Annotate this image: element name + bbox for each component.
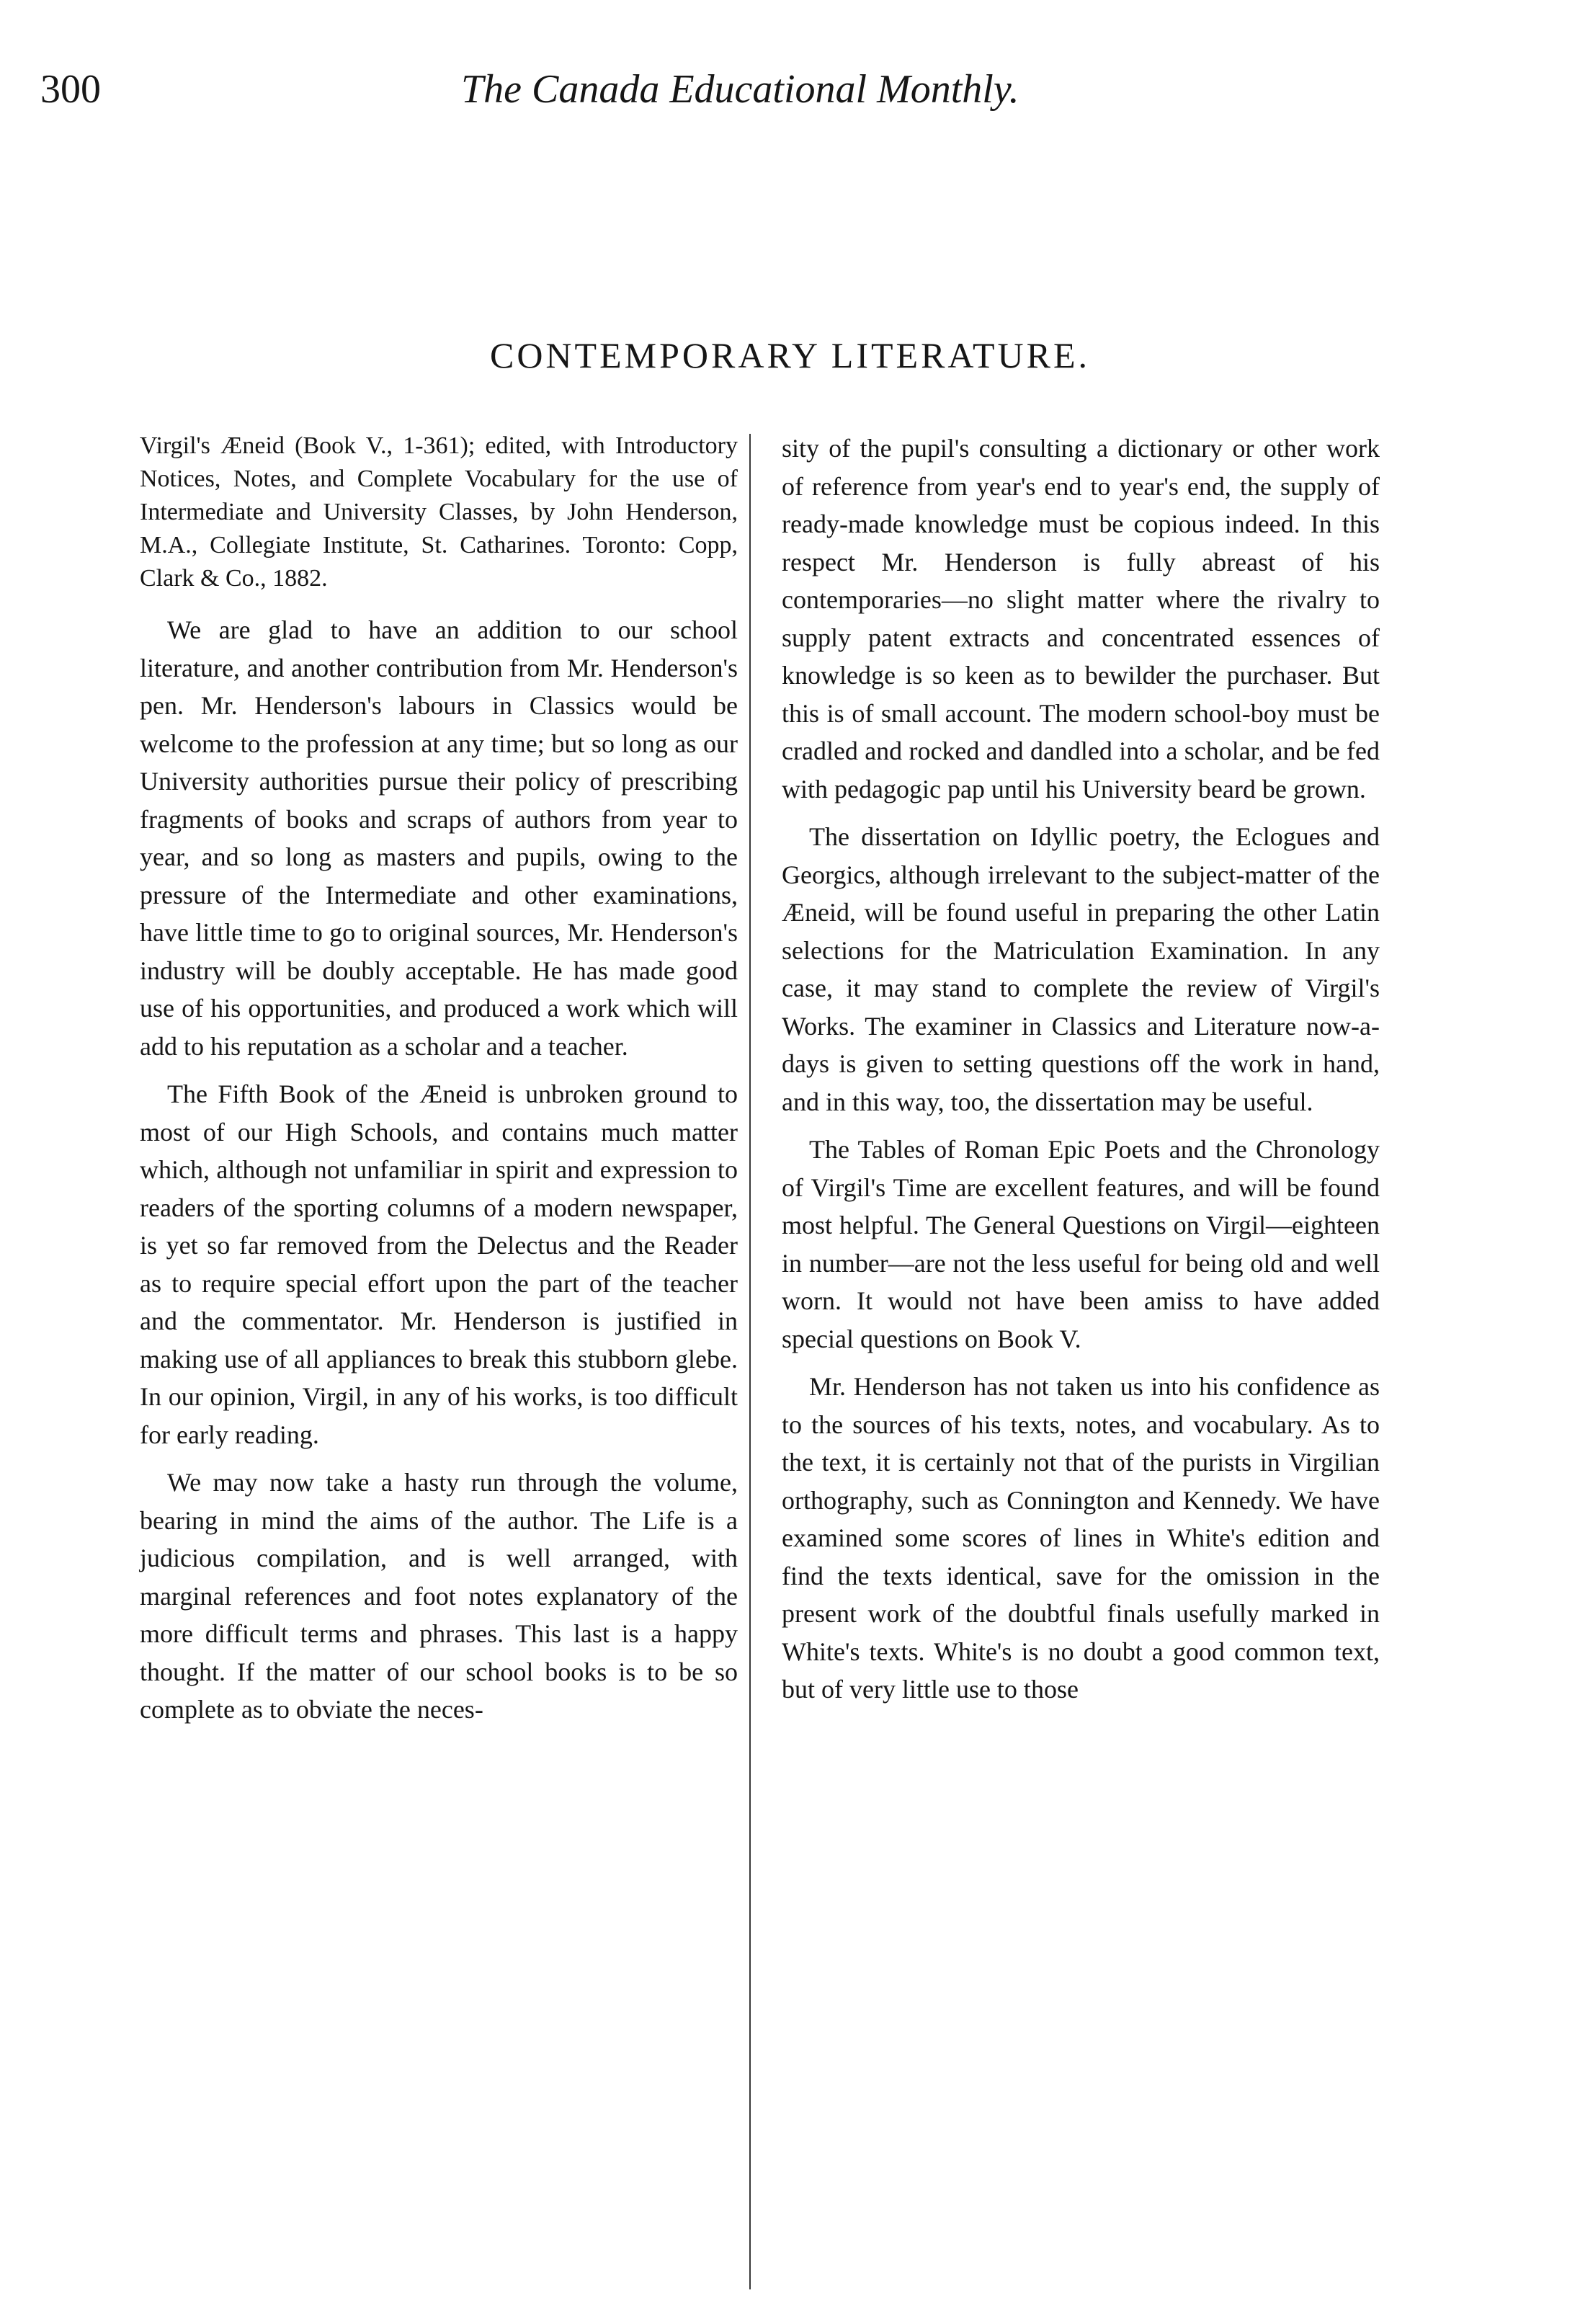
review-paragraph: We are glad to have an addition to our school literature, and another contribution from Mr. Henderson's pen. Mr. Henderson's labours in Classics would be welcome to the profession at any time; but so long as our University authorities pursue their policy of prescribing fragments of books and scraps of authors from year to year, and so long as masters and pupils, owing to the pressure of the Intermediate and other examinations, have little time to go to original sources, Mr. Henderson's industry will be doubly acceptable. He has made good use of his opportunities, and produced a work which will add to his reputation as a scholar and a teacher. (140, 615, 738, 1061)
left-column (140, 429, 738, 1739)
review-paragraph: The Fifth Book of the Æneid is unbroken ground to most of our High Schools, and contains much matter which, although not unfamiliar in spirit and expression to readers of the sporting columns of a modern newspaper, is yet so far removed from the Delectus and the Reader as to require special effort upon the part of the teacher and the commentator. Mr. Henderson is justified in making use of all appliances to break this stubborn glebe. In our opinion, Virgil, in any of his works, is too difficult for early reading. (140, 1079, 738, 1449)
review-paragraph: Mr. Henderson has not taken us into his confidence as to the sources of his texts, notes, and vocabulary. As to the text, it is certainly not that of the purists in Virgilian orthography, such as Connington and Kennedy. We have examined some scores of lines in White's edition and find the texts identical, save for the omission in the present work of the doubtful finals usefully marked in White's texts. White's is no doubt a good common text, but of very little use to those (782, 1372, 1380, 1704)
review-paragraph-continued: sity of the pupil's consulting a dictionary or other work of reference from year's end to year's end, the supply of ready-made knowledge must be copious indeed. In this respect Mr. Henderson is fully abreast of his contemporaries—no slight matter where the rivalry to supply patent extracts and concentrated essences of knowledge is so keen as to bewilder the purchaser. But this is of small account. The modern school-boy must be cradled and rocked and dandled into a scholar, and be fed with pedagogic pap until his University beard be grown. (782, 434, 1380, 803)
running-title: The Canada Educational Monthly. (461, 67, 1019, 112)
review-paragraph: We may now take a hasty run through the volume, bearing in mind the aims of the author. The Life is a judicious compilation, and is well arranged, with marginal references and foot notes explanatory of the more difficult terms and phrases. This last is a happy thought. If the matter of our school books is to be so complete as to obviate the neces- (140, 1468, 738, 1724)
column-rule (749, 434, 751, 2289)
review-paragraph: The Tables of Roman Epic Poets and the Chronology of Virgil's Time are excellent features, and will be found most helpful. The General Questions on Virgil—eighteen in number—are not the less useful for being old and well worn. It would not have been amiss to have added special questions on Book V. (782, 1135, 1380, 1353)
review-paragraph: The dissertation on Idyllic poetry, the Eclogues and Georgics, although irrelevant to the subject-matter of the Æneid, will be found useful in preparing the other Latin selections for the Matriculation Examination. In any case, it may stand to complete the review of Virgil's Works. The examiner in Classics and Literature now-a-days is given to setting questions off the work in hand, and in this way, too, the dissertation may be useful. (782, 822, 1380, 1116)
section-heading: CONTEMPORARY LITERATURE. (489, 335, 1091, 375)
page-number: 300 (40, 67, 101, 112)
book-citation: Virgil's Æneid (Book V., 1-361); edited, with Introductory Notices, Notes, and Complete Vocabulary for the use of Intermediate and University Classes, by John Henderson, M.A., Collegiate Institute, St. Catharines. Toronto: Copp, Clark & Co., 1882. (140, 432, 738, 592)
right-column (782, 429, 1380, 1719)
